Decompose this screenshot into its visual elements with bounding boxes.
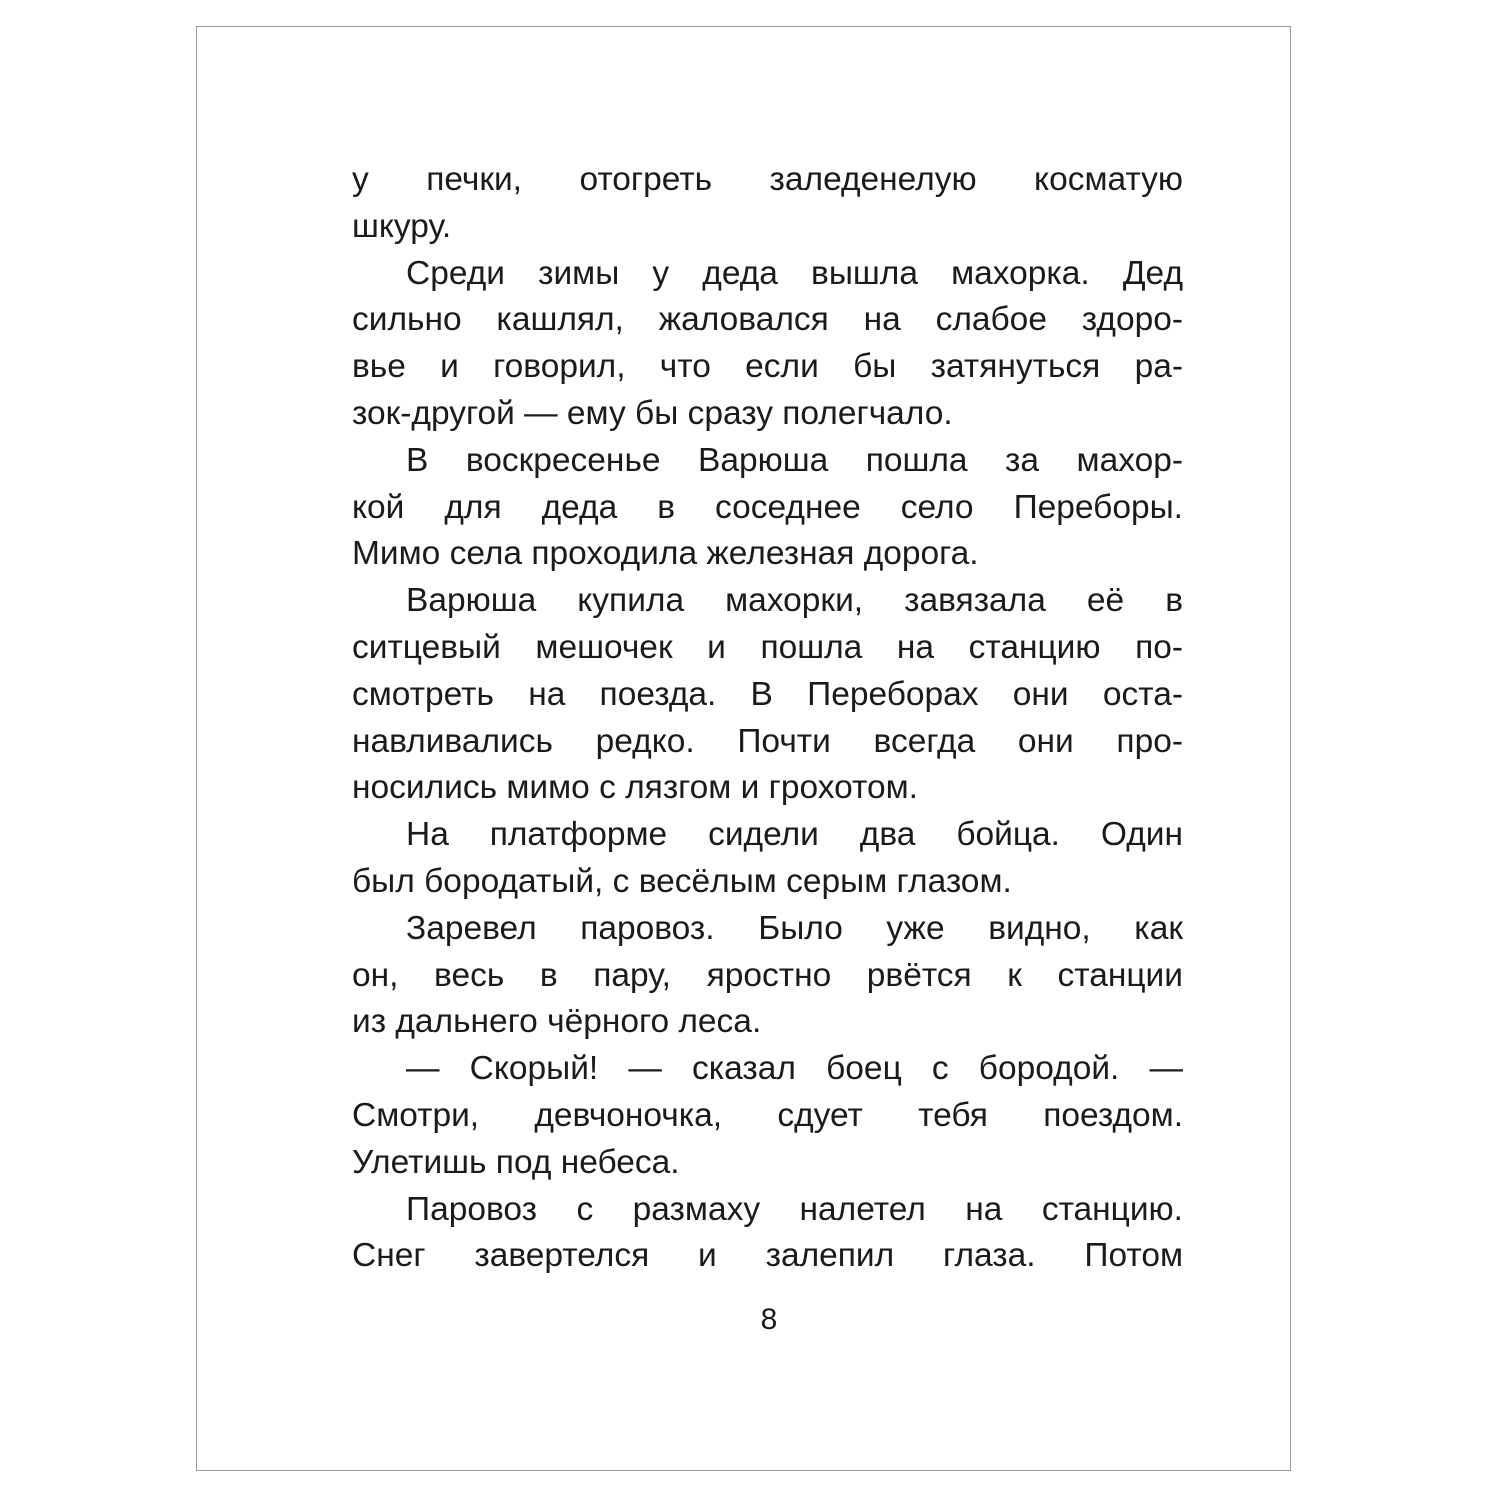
text-line: Улетишь под небеса. [352,1143,680,1181]
text-line: носились мимо с лязгом и грохотом. [352,769,918,807]
text-line: шкуру. [352,207,452,245]
text-line: кой для деда в соседнее село Переборы. [352,488,1183,526]
text-line: ситцевый мешочек и пошла на станцию по- [352,628,1183,666]
text-line: был бородатый, с весёлым серым глазом. [352,862,1012,900]
text-line: он, весь в пару, яростно рвётся к станции [352,956,1183,994]
text-line: — Скорый! — сказал боец с бородой. — [406,1050,1183,1088]
text-line: Смотри, девчоночка, сдует тебя поездом. [352,1096,1183,1134]
text-line: Варюша купила махорки, завязала её в [406,582,1183,620]
text-line: вье и говорил, что если бы затянуться ра- [352,348,1183,386]
page-body-text [352,157,1183,1280]
text-line: Заревел паровоз. Было уже видно, как [406,909,1183,947]
text-line: Паровоз с размаху налетел на станцию. [406,1190,1183,1228]
text-line: Снег завертелся и залепил глаза. Потом [352,1237,1183,1275]
text-line: у печки, отогреть заледенелую косматую [352,161,1183,198]
text-line: из дальнего чёрного леса. [352,1003,762,1041]
text-line: навливались редко. Почти всегда они про- [352,722,1183,760]
text-line: смотреть на поезда. В Переборах они оста- [352,675,1183,713]
text-line: Среди зимы у деда вышла махорка. Дед [406,254,1183,292]
text-line: В воскресенье Варюша пошла за махор- [406,441,1183,479]
text-line: Мимо села проходила железная дорога. [352,535,979,573]
text-line: зок-другой — ему бы сразу полегчало. [352,394,953,432]
page-number: 8 [760,1303,778,1336]
text-line: сильно кашлял, жаловался на слабое здоро- [352,301,1183,339]
text-line: На платформе сидели два бойца. Один [406,816,1183,854]
